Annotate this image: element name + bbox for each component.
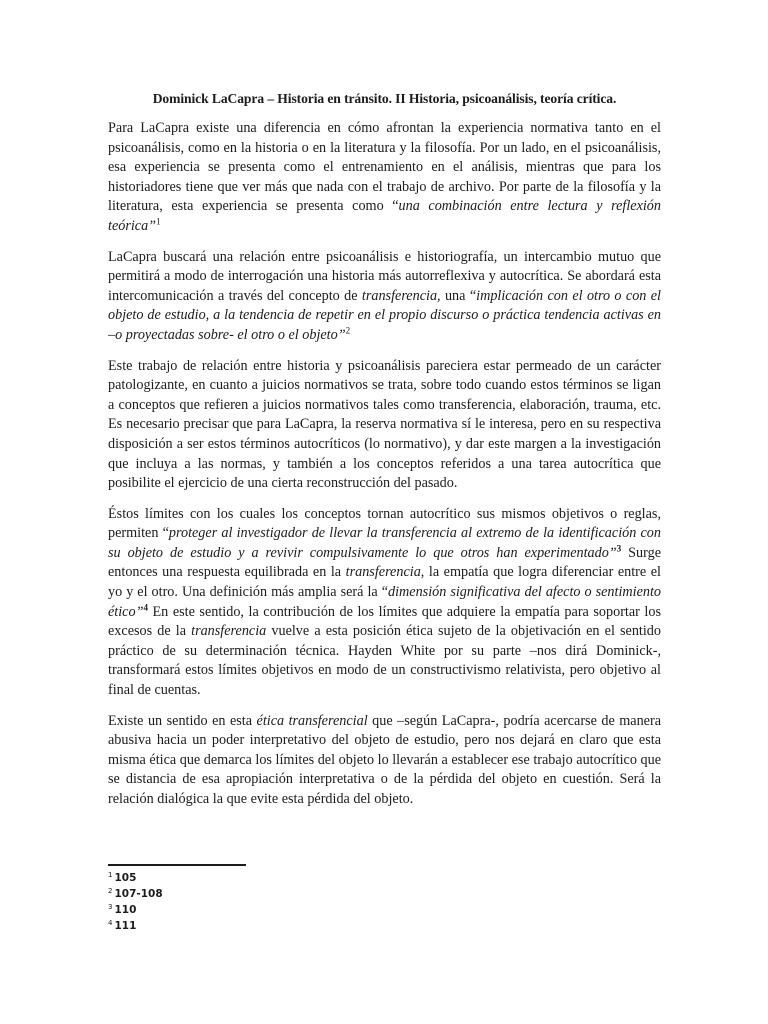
quoted-text: implicación con el otro o con el objeto de estudio, a la tendencia de repetir en el propio discurso o práctica tendencia activas en –o proyectadas sobre- el otro o el objeto” <box>108 287 661 343</box>
paragraph <box>108 357 661 494</box>
paragraph-text: , la empatía que logra diferenciar entre el yo y el otro. Una definición más amplia será la “ <box>108 564 661 601</box>
paragraph-text: una “ <box>440 287 477 304</box>
quoted-text: transferencia <box>345 564 421 581</box>
footnote-number: 4 <box>108 918 113 927</box>
paragraphs-container <box>108 119 661 810</box>
quoted-text: proteger al investigador de llevar la transferencia al extremo de la identificación con su objeto de estudio y a revivir compulsivamente lo que otros han experimentado” <box>108 525 661 561</box>
footnote-text: 110 <box>114 904 137 916</box>
footnote-text: 111 <box>114 920 137 932</box>
footnote-number: 1 <box>108 870 113 879</box>
paragraph-text: Para LaCapra existe una diferencia en cómo afrontan la experiencia normativa tanto en el psicoanálisis, como en la historia o en la literatura y la filosofía. Por un lado, en el psicoanálisis, esa experiencia se presenta como el entrenamiento en el análisis, mientras que para los historiadores tiene que ver más que nada con el trabajo de archivo. Por parte de la filosofía y la literatura, esta experiencia se presenta como “ <box>108 120 661 215</box>
footnotes-list <box>108 870 163 934</box>
paragraph-text: Surge entonces una respuesta equilibrada en la <box>108 544 661 581</box>
quoted-text: dimensión significativa del afecto o sentimiento ético” <box>108 584 662 620</box>
footnote-item <box>108 870 163 886</box>
quoted-text: transferencia, <box>361 287 441 304</box>
footnote-divider <box>108 864 246 866</box>
footnote-item <box>108 902 163 918</box>
quoted-text: ética transferencial <box>256 712 368 729</box>
paragraph-text: Este trabajo de relación entre historia y psicoanálisis pareciera estar permeado de un carácter patologizante, en cuanto a juicios normativos se trata, sobre todo cuando estos términos se ligan a conceptos que refieren a juicios normativos tales como transferencia, elaboración, trauma, etc. Es necesario precisar que para LaCapra, la reserva normativa sí le interesa, pero en su respectiva disposición a ser estos términos autocríticos (lo normativo), y dar este margen a la investigación que incluya a las normas, y también a los conceptos referidos a una tarea autocrítica que posibilite el ejercicio de una cierta reconstrucción del pasado. <box>108 357 661 492</box>
paragraph-text: Éstos límites con los cuales los conceptos tornan autocrítico sus mismos objetivos o reglas, permiten “ <box>108 505 661 542</box>
paragraph <box>108 505 661 701</box>
paragraph-text: que –según LaCapra-, podría acercarse de manera abusiva hacia un poder interpretativo del objeto de estudio, pero nos dejará en claro que esta misma ética que demarca los límites del objeto lo llevarán a establecer ese trabajo autocrítico que se distancia de esa apropiación interpretativa o de la pérdida del objeto en cuestión. Será la relación dialógica la que evite esta pérdida del objeto. <box>108 712 661 807</box>
document-body <box>108 91 661 821</box>
paragraph <box>108 119 661 237</box>
footnote-reference: 1 <box>156 216 161 227</box>
paragraph <box>108 712 661 810</box>
footnote-reference: 4 <box>143 601 148 612</box>
quoted-text: transferencia <box>191 623 267 640</box>
quoted-text: una combinación entre lectura y reflexión teórica” <box>108 198 661 234</box>
paragraph-text: Existe un sentido en esta <box>108 712 257 729</box>
paragraph-text: LaCapra buscará una relación entre psicoanálisis e historiografía, un intercambio mutuo que permitirá a modo de interrogación una historia más autorreflexiva y autocrítica. Se abordará esta intercomunicación a través del concepto de <box>108 248 661 304</box>
paragraph-text: vuelve a esta posición ética sujeto de la objetivación en el sentido práctico de su determinación técnica. Hayden White por su parte –nos dirá Dominick-, transformará estos límites objetivos en modo de un constructivismo relativista, pero objetivo al final de cuentas. <box>108 623 661 699</box>
footnote-reference: 2 <box>345 325 351 336</box>
footnote-number: 3 <box>108 902 113 911</box>
footnote-item <box>108 886 163 902</box>
paragraph <box>108 248 661 346</box>
paragraph-text: En este sentido, la contribución de los límites que adquiere la empatía para soportar los excesos de la <box>108 603 661 640</box>
footnote-text: 107-108 <box>114 888 163 900</box>
footnote-item <box>108 918 163 934</box>
footnote-number: 2 <box>108 886 113 895</box>
footnote-reference: 3 <box>616 543 622 554</box>
document-title: Dominick LaCapra – Historia en tránsito. II Historia, psicoanálisis, teoría crítica. <box>152 91 617 106</box>
footnote-text: 105 <box>114 872 137 884</box>
